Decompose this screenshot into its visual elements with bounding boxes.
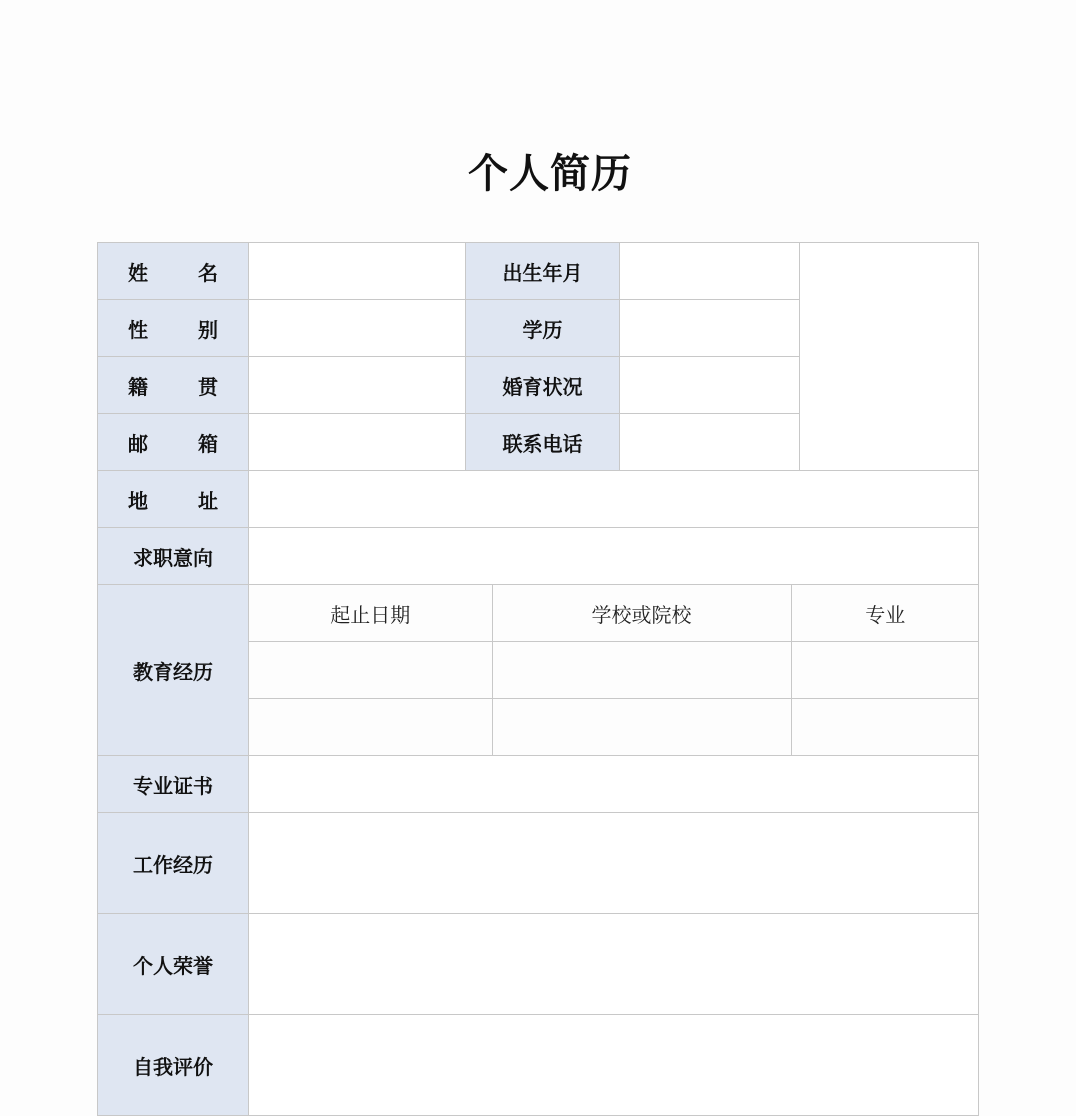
education-row	[249, 642, 979, 699]
education-school-field[interactable]	[492, 642, 791, 699]
field-education-level[interactable]	[620, 300, 800, 357]
label-honors: 个人荣誉	[98, 914, 249, 1015]
education-header-dates: 起止日期	[249, 585, 492, 642]
label-marital: 婚育状况	[466, 357, 620, 414]
label-birth: 出生年月	[466, 243, 620, 300]
row-job-intention	[98, 528, 979, 585]
label-education-level: 学历	[466, 300, 620, 357]
field-name[interactable]	[249, 243, 466, 300]
label-address: 地址	[98, 471, 249, 528]
education-major-field[interactable]	[791, 699, 979, 756]
label-job-intention: 求职意向	[98, 528, 249, 585]
label-hometown: 籍贯	[98, 357, 249, 414]
education-section	[249, 585, 979, 756]
label-gender: 性别	[98, 300, 249, 357]
field-email[interactable]	[249, 414, 466, 471]
field-certificates[interactable]	[249, 756, 979, 813]
education-header-row	[249, 585, 979, 642]
page-title: 个人简历	[468, 151, 632, 197]
education-school-field[interactable]	[492, 699, 791, 756]
field-self-evaluation[interactable]	[249, 1015, 979, 1116]
field-hometown[interactable]	[249, 357, 466, 414]
label-work: 工作经历	[98, 813, 249, 914]
photo-area[interactable]	[800, 243, 979, 471]
field-gender[interactable]	[249, 300, 466, 357]
education-major-field[interactable]	[791, 642, 979, 699]
row-certificates	[98, 756, 979, 813]
label-education: 教育经历	[98, 585, 249, 756]
label-certificates: 专业证书	[98, 756, 249, 813]
row-honors	[98, 914, 979, 1015]
field-honors[interactable]	[249, 914, 979, 1015]
label-name: 姓名	[98, 243, 249, 300]
field-job-intention[interactable]	[249, 528, 979, 585]
field-work[interactable]	[249, 813, 979, 914]
label-phone: 联系电话	[466, 414, 620, 471]
education-dates-field[interactable]	[249, 699, 492, 756]
field-marital[interactable]	[620, 357, 800, 414]
label-self-evaluation: 自我评价	[98, 1015, 249, 1116]
education-table	[249, 585, 979, 755]
education-header-school: 学校或院校	[492, 585, 791, 642]
field-address[interactable]	[249, 471, 979, 528]
education-header-major: 专业	[791, 585, 979, 642]
row-name	[98, 243, 979, 300]
row-self-evaluation	[98, 1015, 979, 1116]
label-email: 邮箱	[98, 414, 249, 471]
row-work	[98, 813, 979, 914]
resume-table	[97, 242, 979, 1116]
field-birth[interactable]	[620, 243, 800, 300]
education-row	[249, 699, 979, 756]
field-phone[interactable]	[620, 414, 800, 471]
education-dates-field[interactable]	[249, 642, 492, 699]
row-education	[98, 585, 979, 756]
row-address	[98, 471, 979, 528]
